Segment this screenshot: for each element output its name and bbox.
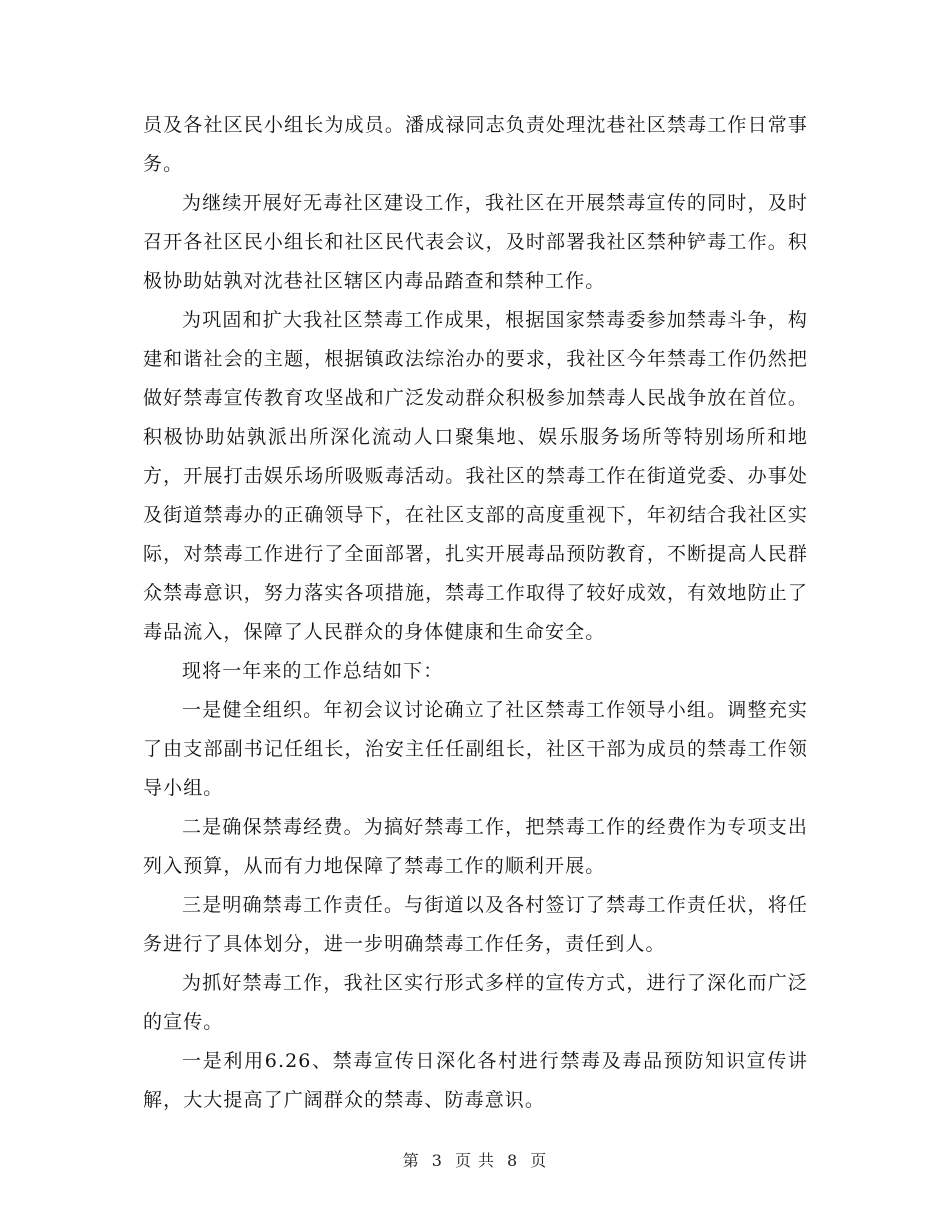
paragraph-6: 二是确保禁毒经费。为搞好禁毒工作，把禁毒工作的经费作为专项支出列入预算，从而有力地保障了禁毒工作的顺利开展。 — [143, 816, 808, 877]
footer-current-page: 3 — [431, 1151, 443, 1170]
paragraph-2: 为继续开展好无毒社区建设工作，我社区在开展禁毒宣传的同时，及时召开各社区民小组长和社区民代表会议，及时部署我社区禁种铲毒工作。积极协助姑孰对沈巷社区辖区内毒品踏查和禁种工作。 — [143, 192, 808, 292]
paragraph-9: 一是利用6.26、禁毒宣传日深化各村进行禁毒及毒品预防知识宣传讲解，大大提高了广阔群众的禁毒、防毒意识。 — [143, 1050, 808, 1111]
paragraph-4: 现将一年来的工作总结如下： — [182, 660, 444, 682]
paragraph-7: 三是明确禁毒工作责任。与街道以及各村签订了禁毒工作责任状，将任务进行了具体划分，进一步明确禁毒工作任务，责任到人。 — [143, 894, 808, 955]
footer-middle: 页 共 — [454, 1151, 496, 1170]
paragraph-1: 员及各社区民小组长为成员。潘成禄同志负责处理沈巷社区禁毒工作日常事务。 — [143, 114, 808, 175]
page-footer — [0, 1148, 950, 1171]
footer-suffix: 页 — [530, 1151, 548, 1170]
paragraph-8: 为抓好禁毒工作，我社区实行形式多样的宣传方式，进行了深化而广泛的宣传。 — [143, 972, 808, 1033]
paragraph-3: 为巩固和扩大我社区禁毒工作成果，根据国家禁毒委参加禁毒斗争，构建和谐社会的主题，根据镇政法综治办的要求，我社区今年禁毒工作仍然把做好禁毒宣传教育攻坚战和广泛发动群众积极参加禁毒人民战争放在首位。积极协助姑孰派出所深化流动人口聚集地、娱乐服务场所等特别场所和地方，开展打击娱乐场所吸贩毒活动。我社区的禁毒工作在街道党委、办事处及街道禁毒办的正确领导下，在社区支部的高度重视下，年初结合我社区实际，对禁毒工作进行了全面部署，扎实开展毒品预防教育，不断提高人民群众禁毒意识，努力落实各项措施，禁毒工作取得了较好成效，有效地防止了毒品流入，保障了人民群众的身体健康和生命安全。 — [143, 309, 808, 643]
document-body — [143, 106, 808, 1120]
footer-total-pages: 8 — [507, 1151, 519, 1170]
footer-prefix: 第 — [402, 1151, 420, 1170]
paragraph-5: 一是健全组织。年初会议讨论确立了社区禁毒工作领导小组。调整充实了由支部副书记任组长，治安主任任副组长，社区干部为成员的禁毒工作领导小组。 — [143, 699, 808, 799]
